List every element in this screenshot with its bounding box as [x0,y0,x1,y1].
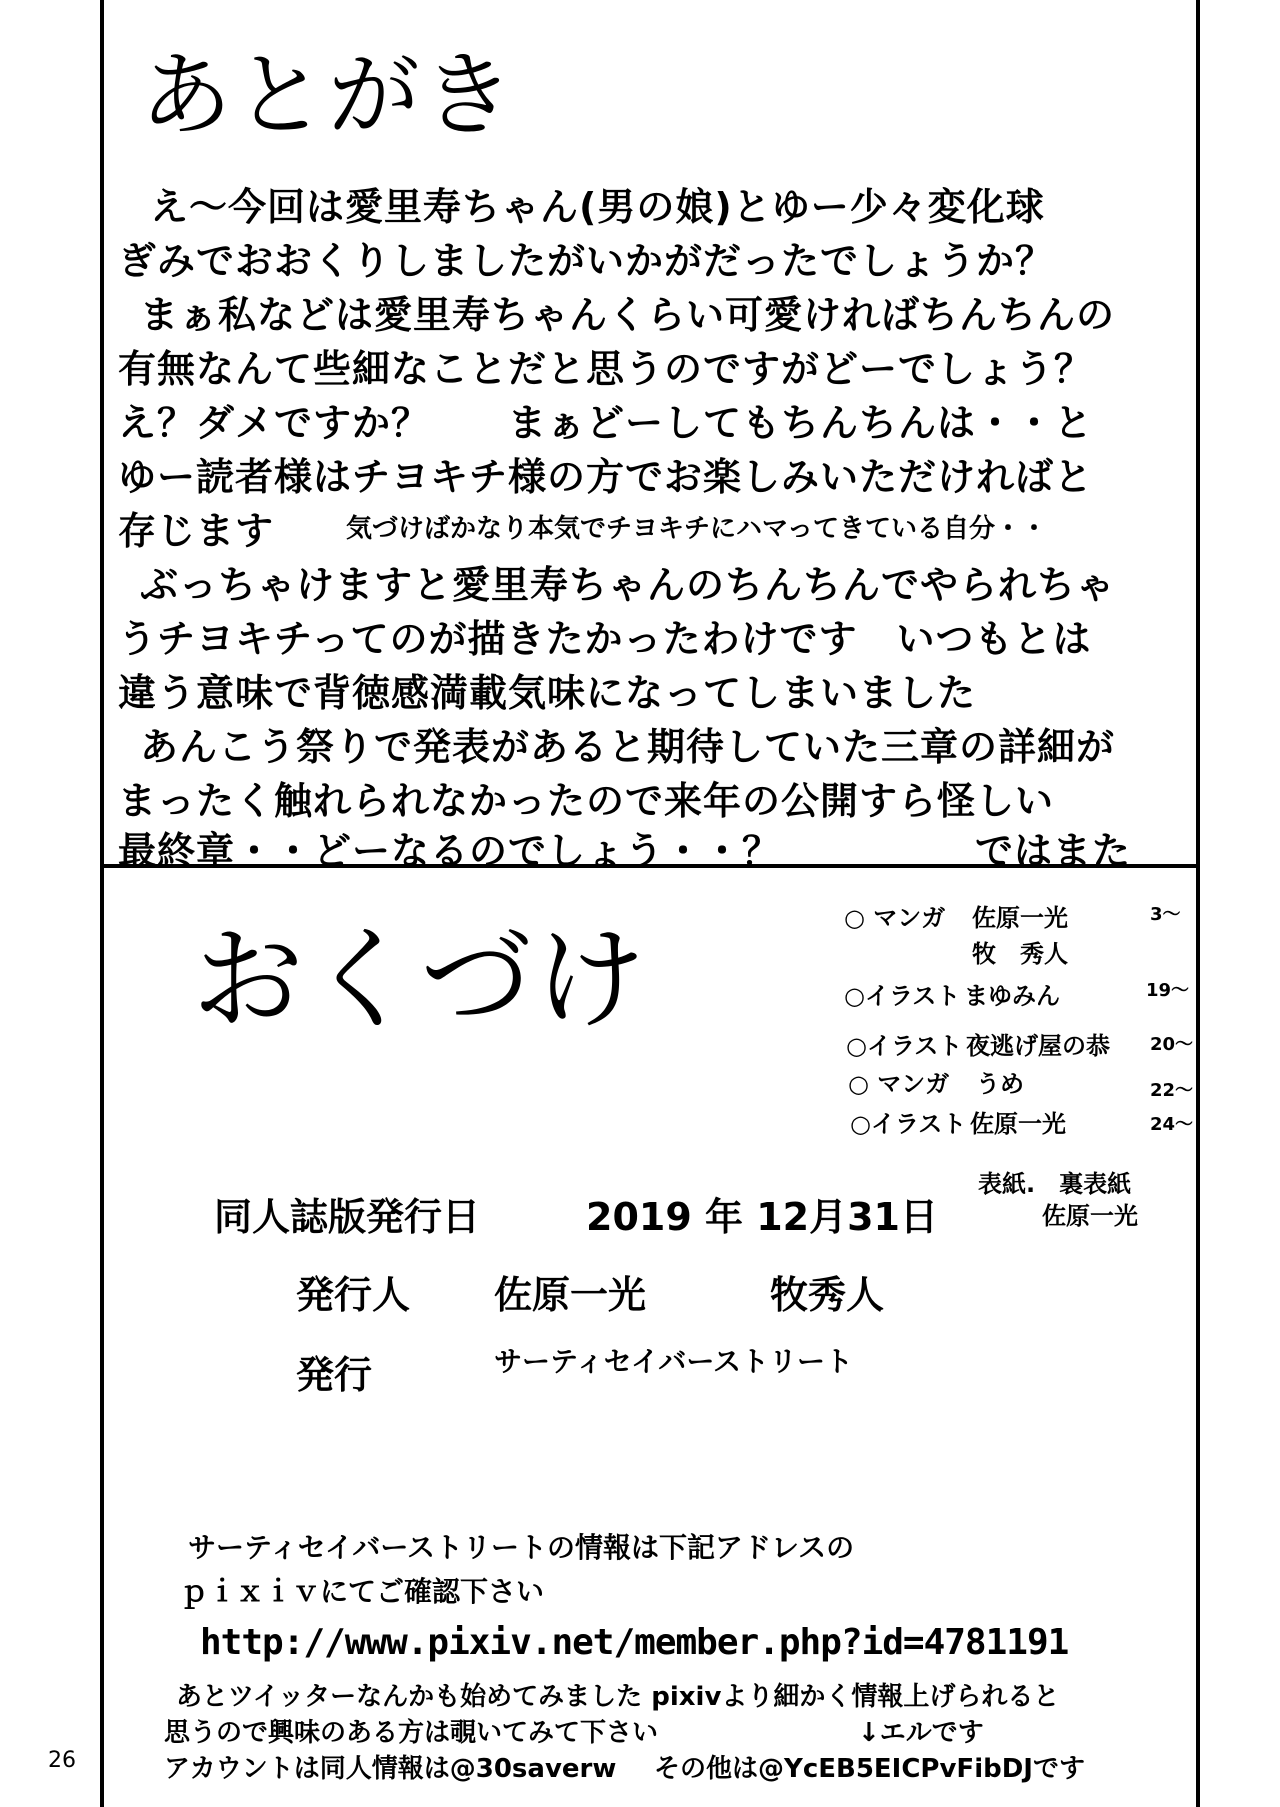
issuer-value: サーティセイバーストリート [494,1345,853,1378]
publisher-label: 発行人 [296,1273,411,1317]
credit-name-6: 佐原一光 [970,1110,1066,1138]
atogaki-line-8: ぶっちゃけますと愛里寿ちゃんのちんちんでやられちゃ [140,563,1116,607]
twitter-account-other: その他は@YcEB5EICPvFibDJです [654,1754,1085,1784]
atogaki-line-12: まったく触れられなかったので来年の公開すら怪しい [118,779,1055,823]
credit-type-4: ○イラスト [846,1032,963,1060]
credit-page-5: 22～ [1150,1080,1194,1101]
credit-name-4: 夜逃げ屋の恭 [966,1032,1110,1060]
frame-left-border [100,0,104,1807]
twitter-account-doujin: アカウントは同人情報は@30saverw [164,1754,617,1784]
credit-page-6: 24～ [1150,1114,1194,1135]
credit-name-2: 牧 秀人 [972,940,1068,968]
cover-name: 佐原一光 [1042,1202,1138,1230]
atogaki-line-11: あんこう祭りで発表があると期待していた三章の詳細が [140,725,1116,769]
atogaki-title: あとがき [140,42,517,149]
issuer-label: 発行 [296,1353,373,1397]
atogaki-line-1: え～今回は愛里寿ちゃん(男の娘)とゆー少々変化球 [150,185,1045,229]
okuzuke-title: おくづけ [192,915,648,1045]
credit-type-1: ○ マンガ [844,904,946,932]
credit-page-1: 3～ [1150,904,1181,925]
atogaki-aside-note: 気づけばかなり本気でチヨキチにハマってきている自分・・ [346,514,1047,544]
credit-name-1: 佐原一光 [972,904,1068,932]
publication-date-value: 2019 年 12月31日 [586,1195,938,1239]
info-line-2: ｐｉｘｉｖにてご確認下さい [180,1575,545,1608]
atogaki-line-5: え？ダメですか？ まぁどーしてもちんちんは・・と [118,401,1094,445]
page-number: 26 [48,1748,76,1773]
credit-page-3: 19～ [1146,980,1190,1001]
twitter-line-2-note: ↓エルです [858,1718,984,1748]
publisher-name-2: 牧秀人 [770,1273,885,1317]
atogaki-line-10: 違う意味で背徳感満載気味になってしまいました [118,671,977,715]
atogaki-line-9: うチヨキチってのが描きたかったわけです いつもとは [118,617,1092,661]
info-line-1: サーティセイバーストリートの情報は下記アドレスの [188,1531,855,1564]
credit-type-3: ○イラスト [844,982,961,1010]
atogaki-line-6: ゆー読者様はチヨキチ様の方でお楽しみいただければと [118,455,1094,499]
pixiv-url-link[interactable]: http://www.pixiv.net/member.php?id=4781191 [200,1622,1069,1663]
credit-type-6: ○イラスト [850,1110,967,1138]
publisher-name-1: 佐原一光 [494,1273,647,1317]
twitter-line-1: あとツイッターなんかも始めてみました pixivより細かく情報上げられると [176,1682,1060,1712]
atogaki-line-7: 存じます [118,509,275,553]
atogaki-line-3: まぁ私などは愛里寿ちゃんくらい可愛ければちんちんの [140,293,1116,337]
frame-right-border [1196,0,1200,1807]
twitter-line-2: 思うので興味のある方は覗いてみて下さい [164,1718,659,1748]
atogaki-line-4: 有無なんて些細なことだと思うのですがどーでしょう？ [118,347,1094,391]
credit-page-4: 20～ [1150,1034,1194,1055]
atogaki-line-2: ぎみでおおくりしましたがいかがだったでしょうか？ [118,239,1055,283]
cover-label: 表紙. 裏表紙 [978,1170,1132,1198]
credit-name-5: うめ [976,1070,1024,1098]
publication-date-label: 同人誌版発行日 [214,1195,481,1239]
atogaki-closing: ではまた [975,829,1132,873]
atogaki-line-13: 最終章・・どーなるのでしょう・・？ [118,829,782,873]
credit-type-5: ○ マンガ [848,1070,950,1098]
credit-name-3: まゆみん [964,982,1060,1010]
